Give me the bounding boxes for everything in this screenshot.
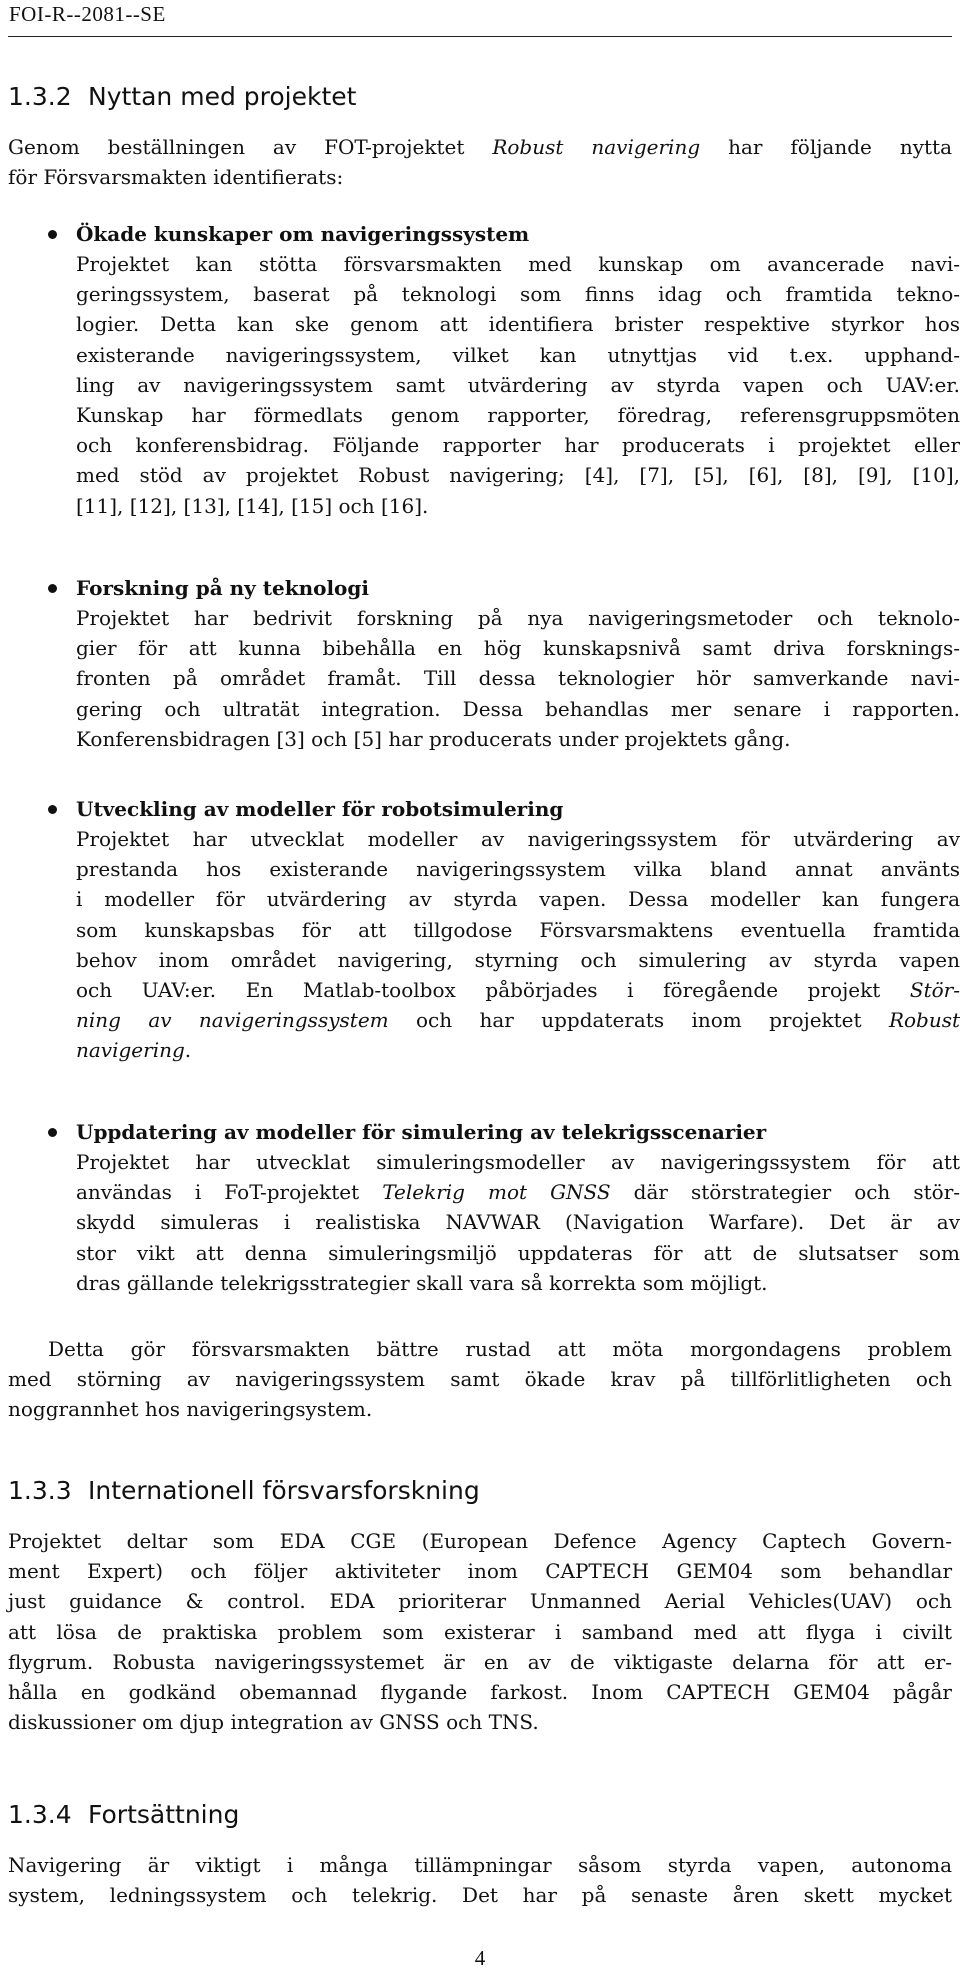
list-item-body xyxy=(76,824,960,1066)
intro-text: för Försvarsmakten identifierats: xyxy=(8,165,344,190)
text-line: gering och ultratät integration. Dessa behandlas mer senare i rapporten. xyxy=(76,696,960,721)
text-line: Projektet har bedrivit forskning på nya navigeringsmetoder och teknolo- xyxy=(76,606,960,630)
list-item-title: Forskning på ny teknologi xyxy=(76,576,369,600)
page-number: 4 xyxy=(474,1946,486,1970)
text-line: som kunskapsbas för att tillgodose Försvarsmaktens eventuella framtida xyxy=(76,917,960,942)
text-line: noggrannhet hos navigeringsystem. xyxy=(8,1397,373,1422)
text-line: fronten på området framåt. Till dessa teknologier hör samverkande navi- xyxy=(76,666,960,691)
emphasized-text: Robust xyxy=(888,1008,960,1033)
text-line: hålla en godkänd obemannad flygande farkost. Inom CAPTECH GEM04 pågår xyxy=(8,1680,952,1705)
section-heading-1-3-2 xyxy=(8,82,356,111)
text-line: flygrum. Robusta navigeringssystemet är en av de viktigaste delarna för att er- xyxy=(8,1649,952,1674)
closing-paragraph xyxy=(8,1334,952,1425)
header-rule xyxy=(8,36,952,37)
text-line: system, ledningssystem och telekrig. Det har på senaste åren skett mycket xyxy=(8,1883,952,1908)
text-line: behov inom området navigering, styrning och simulering av styrda vapen xyxy=(76,947,960,972)
section-paragraph xyxy=(8,1526,952,1737)
text-line: i modeller för utvärdering av styrda vapen. Dessa modeller kan fungera xyxy=(76,887,960,912)
emphasized-text: Stör- xyxy=(909,978,960,1003)
intro-text: har följande nytta xyxy=(728,135,952,159)
text-span: och har uppdaterats inom projektet xyxy=(416,1008,862,1033)
report-id: FOI-R--2081--SE xyxy=(9,2,166,26)
section-title: Fortsättning xyxy=(88,1800,240,1829)
text-span: användas i FoT-projektet xyxy=(76,1180,360,1205)
text-line: just guidance & control. EDA prioriterar Unmanned Aerial Vehicles(UAV) och xyxy=(8,1589,952,1614)
text-line xyxy=(76,1177,960,1207)
text-line: ling av navigeringssystem samt utvärdering av styrda vapen och UAV:er. xyxy=(76,372,960,397)
section-paragraph xyxy=(8,1850,952,1910)
text-line: Kunskap har förmedlats genom rapporter, föredrag, referensgruppsmöten xyxy=(76,403,960,428)
text-line: [11], [12], [13], [14], [15] och [16]. xyxy=(76,493,429,518)
bullet-icon xyxy=(48,219,60,249)
text-line: existerande navigeringssystem, vilket kan utnyttjas vid t.ex. upphand- xyxy=(76,342,960,367)
text-span: . xyxy=(184,1038,192,1063)
section-heading-1-3-3 xyxy=(8,1476,480,1505)
list-item-title: Utveckling av modeller för robotsimulering xyxy=(76,797,564,821)
text-line: ment Expert) och följer aktiviteter inom CAPTECH GEM04 som behandlar xyxy=(8,1559,952,1584)
text-line: prestanda hos existerande navigeringssystem vilka bland annat använts xyxy=(76,857,960,882)
bullet-icon xyxy=(48,794,60,824)
section-number: 1.3.2 xyxy=(8,82,72,111)
section-title: Internationell försvarsforskning xyxy=(88,1476,480,1505)
text-line xyxy=(76,975,960,1005)
text-line: gier för att kunna bibehålla en hög kunskapsnivå samt driva forsknings- xyxy=(76,636,960,661)
text-line: logier. Detta kan ske genom att identifiera brister respektive styrkor hos xyxy=(76,312,960,337)
text-line: Navigering är viktigt i många tillämpningar såsom styrda vapen, autonoma xyxy=(8,1853,952,1877)
text-line: Projektet har utvecklat simuleringsmodeller av navigeringssystem för att xyxy=(76,1150,960,1174)
text-line: Detta gör försvarsmakten bättre rustad att möta morgondagens problem xyxy=(48,1337,952,1361)
emphasized-text: Telekrig mot GNSS xyxy=(382,1180,611,1205)
section-number: 1.3.3 xyxy=(8,1476,72,1505)
text-line: Projektet deltar som EDA CGE (European Defence Agency Captech Govern- xyxy=(8,1529,952,1553)
section-heading-1-3-4 xyxy=(8,1800,239,1829)
bullet-icon xyxy=(48,573,60,603)
section-title: Nyttan med projektet xyxy=(88,82,357,111)
intro-text: Genom beställningen av FOT-projektet xyxy=(8,135,465,159)
text-line: Projektet har utvecklat modeller av navigeringssystem för utvärdering av xyxy=(76,827,960,851)
text-line xyxy=(8,132,952,162)
list-item-title: Ökade kunskaper om navigeringssystem xyxy=(76,222,530,246)
emphasized-text: navigering xyxy=(76,1038,185,1063)
text-line: och konferensbidrag. Följande rapporter har producerats i projektet eller xyxy=(76,433,960,458)
text-line: skydd simuleras i realistiska NAVWAR (Navigation Warfare). Det är av xyxy=(76,1210,960,1235)
list-item-title: Uppdatering av modeller för simulering av telekrigsscenarier xyxy=(76,1120,767,1144)
text-line xyxy=(76,1035,960,1065)
text-line: geringssystem, baserat på teknologi som finns idag och framtida tekno- xyxy=(76,282,960,307)
emphasized-text: ning av navigeringssystem xyxy=(76,1008,389,1033)
list-item-body xyxy=(76,1147,960,1298)
text-line: stor vikt att denna simuleringsmiljö uppdateras för att de slutsatser som xyxy=(76,1240,960,1265)
bullet-icon xyxy=(48,1117,60,1147)
text-line: med störning av navigeringssystem samt ökade krav på tillförlitligheten och xyxy=(8,1367,952,1392)
list-item-body xyxy=(76,603,960,754)
text-line: diskussioner om djup integration av GNSS och TNS. xyxy=(8,1710,539,1735)
text-line: Konferensbidragen [3] och [5] har producerats under projektets gång. xyxy=(76,726,791,751)
text-line xyxy=(76,1005,960,1035)
text-span: där störstrategier och stör- xyxy=(633,1180,960,1205)
list-item-body xyxy=(76,249,960,521)
project-name: Robust navigering xyxy=(492,135,701,159)
text-line: dras gällande telekrigsstrategier skall vara så korrekta som möjligt. xyxy=(76,1270,768,1295)
text-line: att lösa de praktiska problem som existerar i samband med att flyga i civilt xyxy=(8,1619,952,1644)
text-span: och UAV:er. En Matlab-toolbox påbörjades i föregående projekt xyxy=(76,978,881,1003)
intro-paragraph xyxy=(8,132,952,192)
text-line: Projektet kan stötta försvarsmakten med kunskap om avancerade navi- xyxy=(76,252,960,276)
text-line: med stöd av projektet Robust navigering; [4], [7], [5], [6], [8], [9], [10], xyxy=(76,463,960,488)
section-number: 1.3.4 xyxy=(8,1800,72,1829)
